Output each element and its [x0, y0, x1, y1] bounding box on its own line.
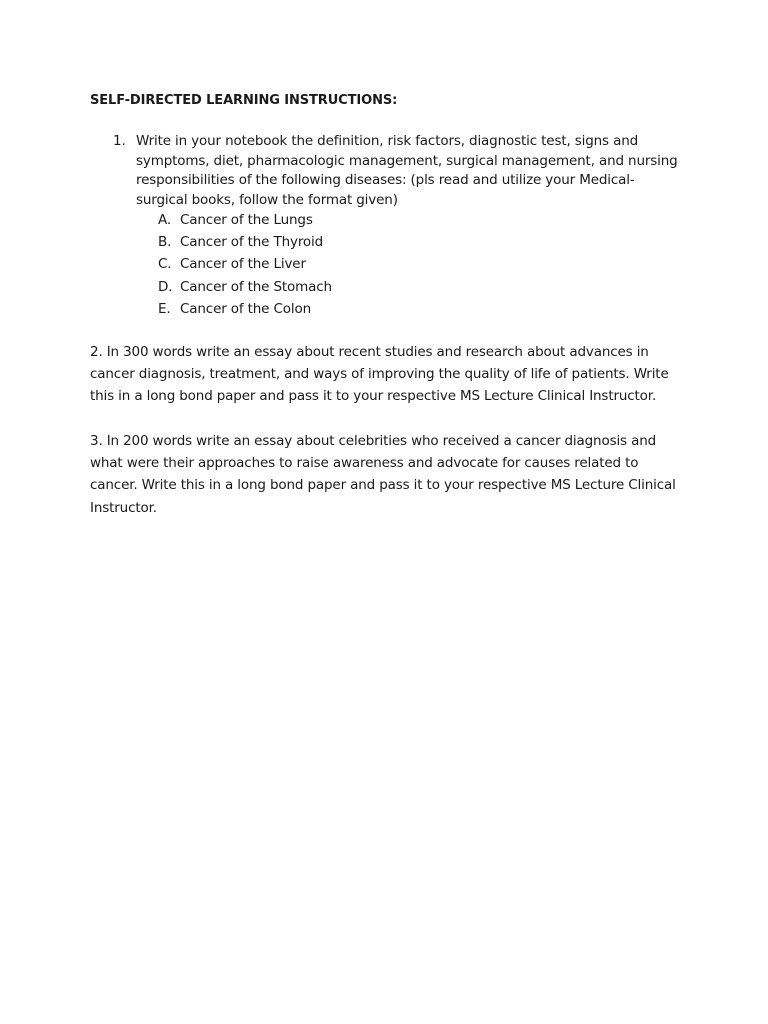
list-item-text: Cancer of the Liver	[180, 256, 306, 273]
item-number: 1.	[113, 133, 126, 149]
list-item-letter: B.	[158, 234, 172, 251]
list-item-letter: A.	[158, 212, 171, 228]
list-item-text: Cancer of the Stomach	[180, 278, 332, 295]
list-item-text: Cancer of the Colon	[180, 300, 311, 317]
list-item-text: Cancer of the Lungs	[180, 212, 313, 228]
item-text: Write in your notebook the definition, risk factors, diagnostic test, signs and symptoms, diet, pharmacologic management, surgical management, and nursing responsibilities of the following diseases: (pls read and utilize your Medical-surgical books, follow the format given)	[136, 133, 678, 208]
instruction-item-3: 3. In 200 words write an essay about celebrities who received a cancer diagnosis and what were their approaches to raise awareness and advocate for causes related to cancer. Write this in a long bond paper and pass it to your respective MS Lecture Clinical Instructor.	[90, 433, 676, 516]
list-item-letter: C.	[158, 256, 172, 273]
instruction-item-2: 2. In 300 words write an essay about recent studies and research about advances in cancer diagnosis, treatment, and ways of improving the quality of life of patients. Write this in a long bond paper and pass it to your respective MS Lecture Clinical Instructor.	[90, 344, 669, 405]
list-item-letter: D.	[158, 278, 173, 295]
list-item-text: Cancer of the Thyroid	[180, 234, 324, 251]
page-title: SELF-DIRECTED LEARNING INSTRUCTIONS:	[90, 93, 398, 108]
list-item-letter: E.	[158, 300, 171, 317]
